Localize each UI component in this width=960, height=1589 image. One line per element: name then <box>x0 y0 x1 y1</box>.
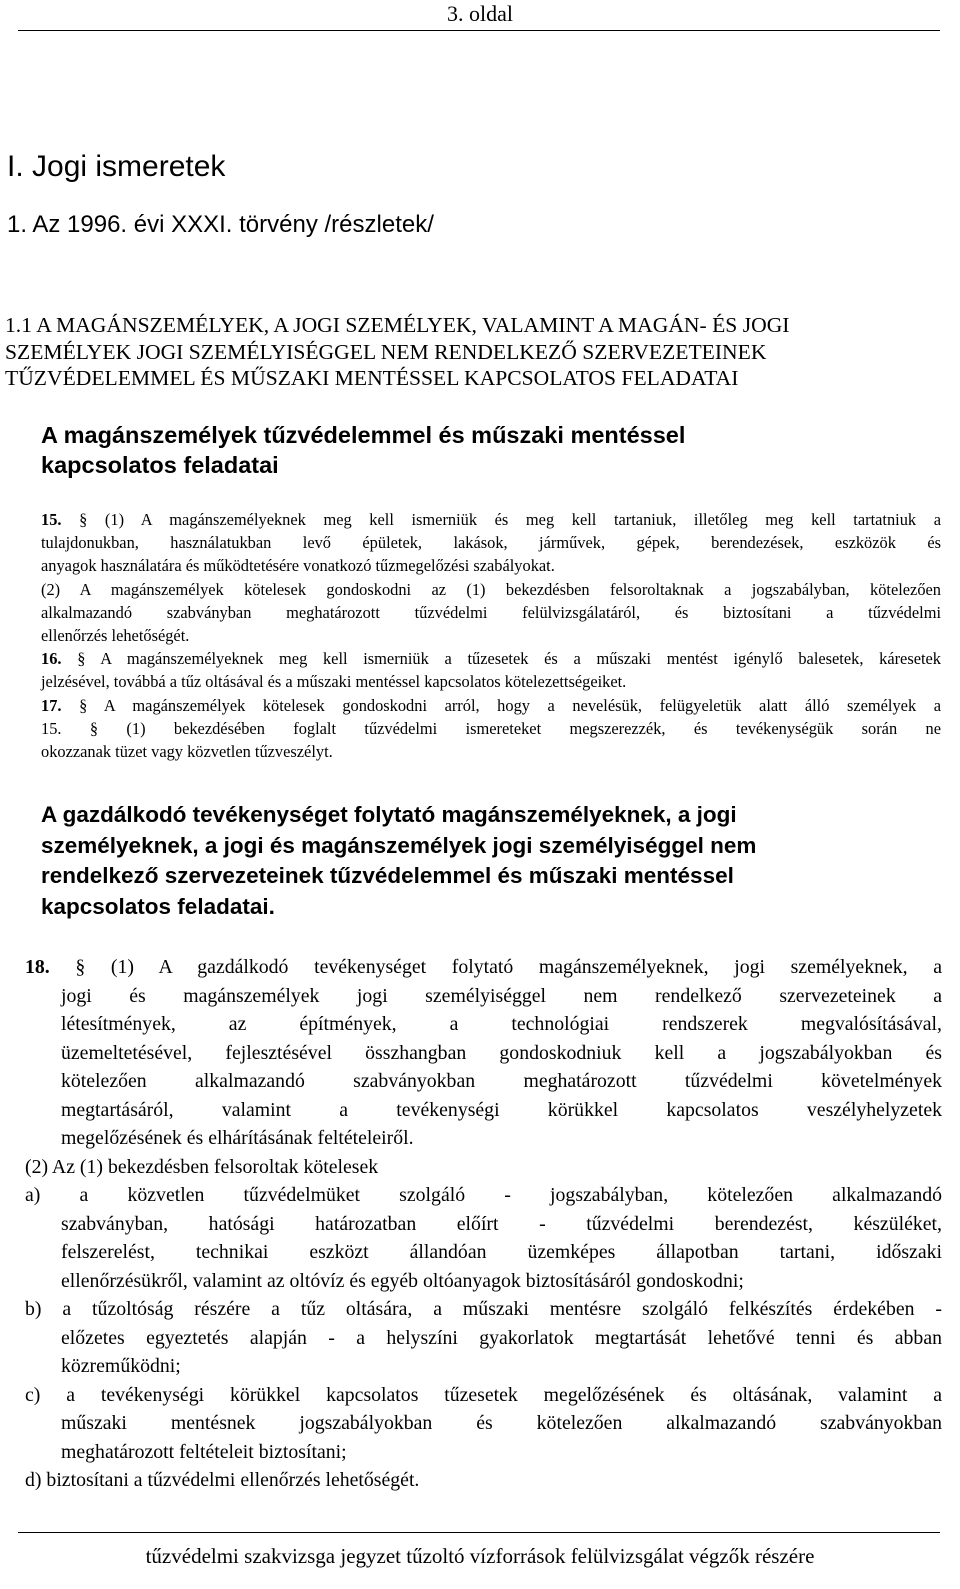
text-line <box>41 624 941 647</box>
heading-line: személyeknek, a jogi és magánszemélyek jogi személyiséggel nem <box>41 832 757 858</box>
line-text: (2) A magánszemélyek kötelesek gondoskodni az (1) bekezdésben felsoroltaknak a jogszabályban, kötelezően <box>41 579 941 599</box>
part-title: I. Jogi ismeretek <box>7 150 226 183</box>
line-text: kötelezően alkalmazandó szabványokban meghatározott tűzvédelmi követelmények <box>61 1070 942 1092</box>
text-line <box>41 508 941 531</box>
section-number: 18. <box>25 956 50 978</box>
footer-text: tűzvédelmi szakvizsga jegyzet tűzoltó vízforrások felülvizsgálat végzők részére <box>145 1544 815 1568</box>
text-line <box>25 1466 942 1495</box>
text-line <box>25 1238 942 1267</box>
section-caps-heading <box>5 312 940 392</box>
text-line <box>41 531 941 554</box>
text-line <box>41 670 941 693</box>
line-text: d) biztosítani a tűzvédelmi ellenőrzés lehetőségét. <box>25 1469 420 1491</box>
text-line <box>25 1124 942 1153</box>
text-line <box>25 1067 942 1096</box>
text-line <box>25 1295 942 1324</box>
line-text: anyagok használatára és működtetésére vonatkozó tűzmegelőzési szabályokat. <box>41 556 555 576</box>
line-text: § (1) A gazdálkodó tevékenységet folytató magánszemélyeknek, jogi személyeknek, a <box>49 956 942 978</box>
section-number: 15. <box>41 510 62 529</box>
text-line <box>25 953 942 982</box>
line-text: tulajdonukban, használatukban levő épületek, lakások, járművek, gépek, berendezések, eszközök és <box>41 533 941 553</box>
line-text: műszaki mentésnek jogszabályokban és kötelezően alkalmazandó szabványokban <box>61 1412 942 1434</box>
text-line <box>41 717 941 740</box>
caps-line: TŰZVÉDELEMMEL ÉS MŰSZAKI MENTÉSSEL KAPCSOLATOS FELADATAI <box>5 366 739 390</box>
text-line <box>41 647 941 670</box>
line-text: jogi és magánszemélyek jogi személyiséggel nem rendelkező szervezeteinek a <box>61 984 942 1007</box>
line-text: b) a tűzoltóság részére a tűz oltására, a műszaki mentésre szolgáló felkészítés érdekében - <box>25 1298 942 1320</box>
page-number: 3. oldal <box>447 1 513 26</box>
line-text: alkalmazandó szabványban meghatározott tűzvédelmi felülvizsgálatáról, és biztosítani a tűzvédelmi <box>41 602 941 622</box>
text-line <box>25 1267 942 1296</box>
heading-line: kapcsolatos feladatai <box>41 452 279 478</box>
line-text: § A magánszemélyeknek meg kell ismerniük a tűzesetek és a műszaki mentést igénylő balesetek, káresetek <box>61 649 941 669</box>
heading-line: rendelkező szervezeteinek tűzvédelemmel és műszaki mentéssel <box>41 863 734 888</box>
caps-line: 1.1 A MAGÁNSZEMÉLYEK, A JOGI SZEMÉLYEK, VALAMINT A MAGÁN- ÉS JOGI <box>5 313 790 337</box>
text-line <box>25 1010 942 1039</box>
line-text: megtartásáról, valamint a tevékenységi körükkel kapcsolatos veszélyhelyzetek <box>61 1098 942 1121</box>
text-line <box>25 1153 942 1182</box>
line-text: megelőzésének és elhárításának feltételeiről. <box>61 1127 414 1149</box>
line-text: szabványban, hatósági határozatban előírt - tűzvédelmi berendezést, készüléket, <box>61 1212 942 1235</box>
law-title: 1. Az 1996. évi XXXI. törvény /részletek/ <box>7 211 434 238</box>
text-line <box>41 554 941 577</box>
line-text: § A magánszemélyek kötelesek gondoskodni arról, hogy a nevelésük, felügyeletük alatt álló személyek a <box>61 695 941 715</box>
line-text: üzemeltetésével, fejlesztésével összhangban gondoskodniuk kell a jogszabályokban és <box>61 1041 942 1064</box>
private-persons-heading <box>41 420 685 480</box>
text-line <box>25 1352 942 1381</box>
economic-entities-paragraphs <box>25 953 942 1495</box>
text-line <box>25 1324 942 1353</box>
text-line <box>25 1381 942 1410</box>
line-text: létesítmények, az építmények, a technológiai rendszerek megvalósításával, <box>61 1013 942 1035</box>
line-text: § (1) A magánszemélyeknek meg kell ismerniük és meg kell tartaniuk, illetőleg meg kell tartatniuk a <box>61 510 941 529</box>
text-line <box>25 1210 942 1239</box>
text-line <box>41 694 941 717</box>
text-line <box>25 1438 942 1467</box>
line-text: a) a közvetlen tűzvédelmüket szolgáló - jogszabályban, kötelezően alkalmazandó <box>25 1184 942 1206</box>
private-persons-paragraphs <box>41 508 941 763</box>
text-line <box>41 578 941 601</box>
line-text: 15. § (1) bekezdésében foglalt tűzvédelmi ismereteket megszerezzék, és tevékenységük során ne <box>41 718 941 738</box>
text-line <box>41 601 941 624</box>
section-number: 17. <box>41 695 62 715</box>
heading-line: kapcsolatos feladatai. <box>41 893 275 919</box>
header-divider <box>18 30 940 31</box>
line-text: előzetes egyeztetés alapján - a helyszíni gyakorlatok megtartását lehetővé tenni és abban <box>61 1326 942 1349</box>
line-text: felszerelést, technikai eszközt állandóan üzemképes állapotban tartani, időszaki <box>61 1241 942 1263</box>
heading-line: A magánszemélyek tűzvédelemmel és műszaki mentéssel <box>41 422 686 448</box>
text-line <box>25 982 942 1011</box>
text-line <box>25 1096 942 1125</box>
line-text: meghatározott feltételeit biztosítani; <box>61 1440 347 1463</box>
footer-divider <box>18 1532 940 1533</box>
line-text: (2) Az (1) bekezdésben felsoroltak kötelesek <box>25 1155 379 1178</box>
text-line <box>25 1181 942 1210</box>
heading-line: A gazdálkodó tevékenységet folytató magánszemélyeknek, a jogi <box>41 802 737 827</box>
line-text: ellenőrzésükről, valamint az oltóvíz és egyéb oltóanyagok biztosításáról gondoskodni; <box>61 1269 744 1292</box>
line-text: c) a tevékenységi körükkel kapcsolatos tűzesetek megelőzésének és oltásának, valamint a <box>25 1383 942 1406</box>
line-text: okozzanak tüzet vagy közvetlen tűzveszélyt. <box>41 741 333 761</box>
economic-entities-heading <box>41 800 756 922</box>
line-text: közreműködni; <box>61 1355 181 1377</box>
section-number: 16. <box>41 649 62 669</box>
text-line <box>25 1039 942 1068</box>
line-text: ellenőrzés lehetőségét. <box>41 625 190 645</box>
line-text: jelzésével, továbbá a tűz oltásával és a műszaki mentéssel kapcsolatos kötelezettségeiket. <box>41 672 627 692</box>
text-line <box>25 1409 942 1438</box>
caps-line: SZEMÉLYEK JOGI SZEMÉLYISÉGGEL NEM RENDELKEZŐ SZERVEZETEINEK <box>5 339 767 364</box>
text-line <box>41 740 941 763</box>
